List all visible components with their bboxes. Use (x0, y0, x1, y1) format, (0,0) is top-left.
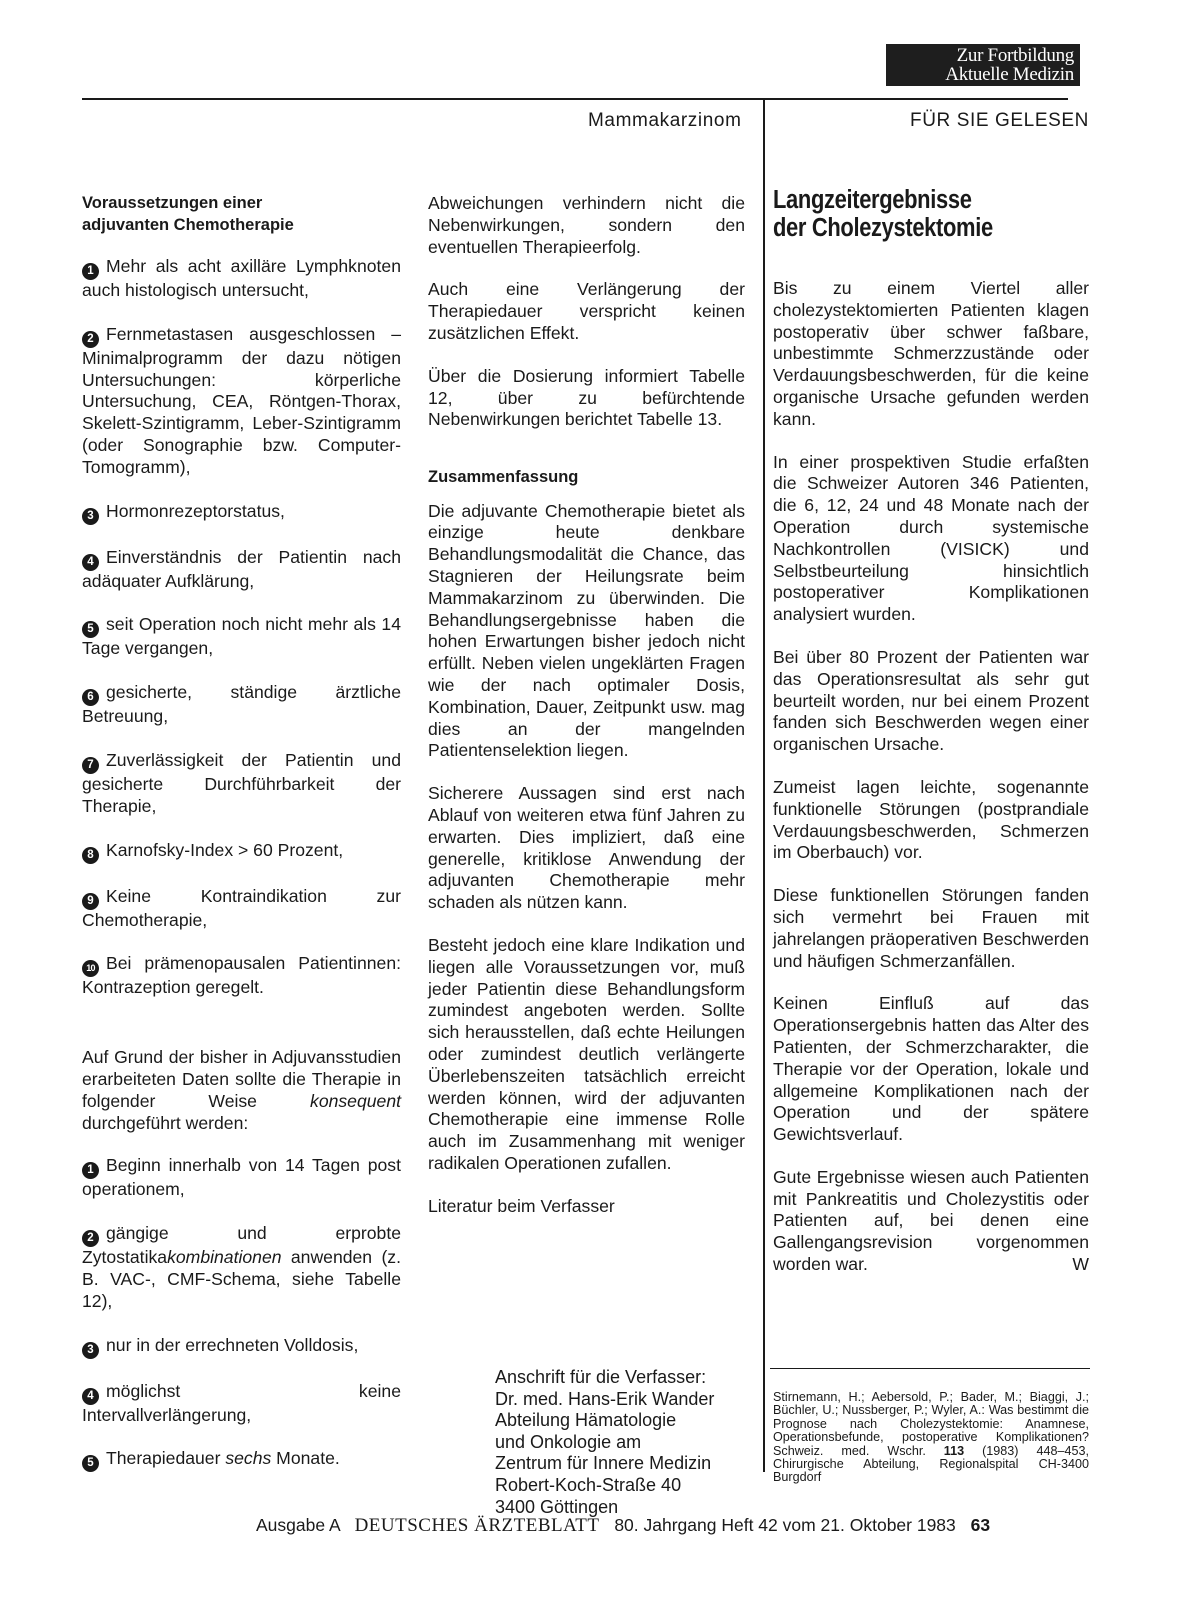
section-label-line1: Zur Fortbildung (956, 45, 1074, 66)
condition-text: Mehr als acht axilläre Lymphknoten auch histologisch untersucht, (82, 256, 401, 300)
condition-text: Bei prämenopausalen Patientinnen: Kontrazeption geregelt. (82, 953, 401, 998)
step-text: nur in der errechneten Volldosis, (106, 1334, 359, 1355)
number-badge: 8 (82, 847, 99, 864)
step-text-end: anwenden (z. B. VAC-, CMF-Schema, siehe Tabelle 12), (82, 1247, 401, 1311)
paragraph: Abweichungen verhindern nicht die Nebenwirkungen, sondern den eventuellen Therapieerfolg. (428, 193, 745, 257)
therapy-intro (82, 1047, 401, 1134)
condition-item (82, 501, 401, 525)
paragraph: Die adjuvante Chemotherapie bietet als einzige heute denkbare Behandlungsmodalität die Chance, das Stagnieren der Heilungsrate beim Mammakarzinom zu überwinden. Die Behandlungsergebnisse haben die hohen Erwartungen bisher jedoch nicht erfüllt. Neben vielen ungeklärten Fragen wie der nach optimaler Dosis, Kombination, Dauer, Zeitpunkt usw. mag dies an der mangelnden Patientenselektion liegen. (428, 500, 745, 761)
number-badge: 2 (82, 331, 99, 348)
running-head-right: FÜR SIE GELESEN (910, 110, 1089, 131)
address-line: Robert-Koch-Straße 40 (495, 1474, 682, 1495)
number-badge: 6 (82, 689, 99, 706)
condition-text: seit Operation noch nicht mehr als 14 Tage vergangen, (82, 614, 401, 659)
paragraph: Besteht jedoch eine klare Indikation und liegen alle Voraussetzungen vor, muß jeder Patientin diese Behandlungsform zumindest angeboten werden. Sollte sich herausstellen, daß echte Heilungen oder zumindest deutlich verlängerte Überlebenszeiten tatsächlich erreicht werden können, wird der adjuvanten Chemotherapie eine immense Rolle auch im Zusammenhang mit weniger radikalen Operationen zufallen. (428, 935, 745, 1173)
literature-note: Literatur beim Verfasser (428, 1195, 615, 1216)
page-footer (256, 1515, 990, 1537)
condition-text: Zuverlässigkeit der Patientin und gesicherte Durchführbarkeit der Therapie, (82, 749, 401, 816)
condition-item (82, 614, 401, 660)
condition-text: Keine Kontraindikation zur Chemotherapie, (82, 885, 401, 930)
condition-text: gesicherte, ständige ärztliche Betreuung, (82, 682, 401, 727)
paragraph-text: Gute Ergebnisse wiesen auch Patienten mit Pankreatitis und Cholezystitis oder Patienten auf, bei denen eine Gallengangsrevision vorgenommen worden war. (773, 1166, 1089, 1275)
number-badge: 7 (82, 757, 99, 774)
address-line: Dr. med. Hans-Erik Wander (495, 1388, 715, 1409)
condition-item (82, 750, 401, 818)
step-item (82, 1448, 401, 1472)
column-divider (763, 98, 765, 1472)
number-badge: 5 (82, 1455, 99, 1472)
number-badge: 10 (82, 960, 99, 977)
running-head-left: Mammakarzinom (588, 110, 742, 131)
condition-item (82, 256, 401, 302)
therapy-intro-text: Auf Grund der bisher in Adjuvansstudien erarbeiteten Daten sollte die Therapie in folgender Weise (82, 1047, 401, 1111)
step-item (82, 1335, 401, 1359)
address-line: Anschrift für die Verfasser: (495, 1367, 707, 1387)
conditions-heading-line1: Voraussetzungen einer (82, 194, 263, 212)
summary-heading: Zusammenfassung (428, 468, 579, 487)
number-badge: 1 (82, 263, 99, 280)
paragraph: Über die Dosierung informiert Tabelle 12, über zu befürchtende Nebenwirkungen berichtet Tabelle 13. (428, 365, 745, 430)
step-text: Therapiedauer (106, 1448, 226, 1469)
reference-citation (773, 1391, 1089, 1485)
paragraph: Sicherere Aussagen sind erst nach Ablauf von weiteren etwa fünf Jahren zu erwarten. Dies impliziert, daß eine generelle, kritiklose Anwendung der adjuvanten Chemotherapie mehr schaden als nützen kann. (428, 783, 745, 913)
article-title-line2: der Cholezystektomie (773, 214, 993, 242)
step-text: Beginn innerhalb von 14 Tagen post operationem, (82, 1155, 401, 1200)
condition-item (82, 682, 401, 728)
paragraph: Auch eine Verlängerung der Therapiedauer verspricht keinen zusätzlichen Effekt. (428, 279, 745, 343)
reference-volume: 113 (943, 1443, 965, 1458)
footer-journal: DEUTSCHES ÄRZTEBLATT (354, 1515, 600, 1536)
reference-text: Stirnemann, H.; Aebersold, P.; Bader, M.; Biaggi, J.; Büchler, U.; Nussberger, P.; Wyler, A.: Was bestimmt die Prognose nach Cholezystektomie: Anamnese, Operationsbefunde, postoperative Komplikationen? Schweiz. med. Wschr. (773, 1390, 1089, 1458)
paragraph: Keinen Einfluß auf das Operationsergebnis hatten das Alter des Patienten, der Schmerzcharakter, die Therapie vor der Operation, lokale und allgemeine Komplikationen nach der Operation und der spätere Gewichtsverlauf. (773, 993, 1089, 1145)
column-3 (773, 278, 1089, 1297)
paragraph: Zumeist lagen leichte, sogenannte funktionelle Störungen (postprandiale Verdauungsbeschwerden, Schmerzen im Oberbauch) vor. (773, 776, 1089, 863)
condition-text: Karnofsky-Index > 60 Prozent, (106, 839, 344, 860)
step-item (82, 1381, 401, 1427)
article-title-line1: Langzeitergebnisse (773, 186, 972, 214)
condition-item (82, 324, 401, 479)
section-label (886, 44, 1080, 86)
column-2 (428, 193, 745, 1239)
step-emphasis: sechs (225, 1448, 272, 1469)
address-line: 3400 Göttingen (495, 1496, 619, 1517)
paragraph: Bei über 80 Prozent der Patienten war das Operationsresultat als sehr gut beurteilt worden, nur bei einem Prozent fanden sich Beschwerden wegen einer organischen Ursache. (773, 646, 1089, 755)
step-text-end: Monate. (271, 1448, 340, 1469)
therapy-intro-emphasis: konsequent (310, 1090, 401, 1111)
paragraph: Diese funktionellen Störungen fanden sich vermehrt bei Frauen mit jahrelangen präoperativen Beschwerden und häufigen Schmerzanfällen. (773, 885, 1089, 971)
number-badge: 3 (82, 1342, 99, 1359)
paragraph: Bis zu einem Viertel aller cholezystektomierten Patienten klagen postoperativ über schwer faßbare, unbestimmte Schmerzzustände oder Verdauungsbeschwerden, für die keine organische Ursache gefunden werden kann. (773, 278, 1089, 429)
header-rule (82, 98, 1068, 100)
address-line: Abteilung Hämatologie (495, 1410, 677, 1431)
step-item (82, 1223, 401, 1312)
number-badge: 3 (82, 508, 99, 525)
step-text: gängige und erprobte Zytostatika (82, 1223, 401, 1268)
column-1 (82, 193, 401, 1494)
page-number: 63 (970, 1515, 991, 1535)
address-line: Zentrum für Innere Medizin (495, 1453, 712, 1474)
author-signature: W (1072, 1254, 1089, 1275)
number-badge: 5 (82, 621, 99, 638)
condition-item (82, 953, 401, 999)
step-emphasis: kombinationen (167, 1247, 282, 1268)
condition-text: Einverständnis der Patientin nach adäquater Aufklärung, (82, 546, 401, 591)
condition-text: Fernmetastasen ausgeschlossen – Minimalprogramm der dazu nötigen Untersuchungen: körperliche Untersuchung, CEA, Röntgen-Thorax, Skelett-Szintigramm, Leber-Szintigramm (oder Sonographie bzw. Computer-Tomogramm), (82, 323, 401, 477)
number-badge: 2 (82, 1230, 99, 1247)
paragraph: In einer prospektiven Studie erfaßten die Schweizer Autoren 346 Patienten, die 6, 12, 24 und 48 Monate nach der Operation durch systemische Nachkontrollen (VISICK) und Selbstbeurteilung hinsichtlich postoperativer Komplikationen analysiert wurden. (773, 451, 1089, 625)
step-text: möglichst keine Intervallverlängerung, (82, 1380, 401, 1425)
author-address (495, 1367, 760, 1518)
reference-rule (770, 1368, 1090, 1369)
number-badge: 4 (82, 1388, 99, 1405)
conditions-heading (82, 193, 401, 236)
address-line: und Onkologie am (495, 1431, 642, 1452)
condition-item (82, 547, 401, 593)
footer-issue: 80. Jahrgang Heft 42 vom 21. Oktober 1983 (614, 1515, 956, 1535)
condition-text: Hormonrezeptorstatus, (106, 500, 285, 521)
footer-edition: Ausgabe A (256, 1515, 340, 1535)
step-item (82, 1155, 401, 1201)
reference-text-end: (1983) 448–453, Chirurgische Abteilung, Regionalspital CH-3400 Burgdorf (773, 1443, 1089, 1485)
condition-item (82, 886, 401, 932)
section-label-line2: Aktuelle Medizin (945, 64, 1074, 85)
number-badge: 1 (82, 1162, 99, 1179)
paragraph (773, 1167, 1089, 1276)
article-title (773, 186, 1083, 242)
conditions-heading-line2: adjuvanten Chemotherapie (82, 215, 294, 234)
condition-item (82, 840, 401, 864)
therapy-intro-text-end: durchgeführt werden: (82, 1112, 249, 1133)
number-badge: 9 (82, 893, 99, 910)
number-badge: 4 (82, 554, 99, 571)
